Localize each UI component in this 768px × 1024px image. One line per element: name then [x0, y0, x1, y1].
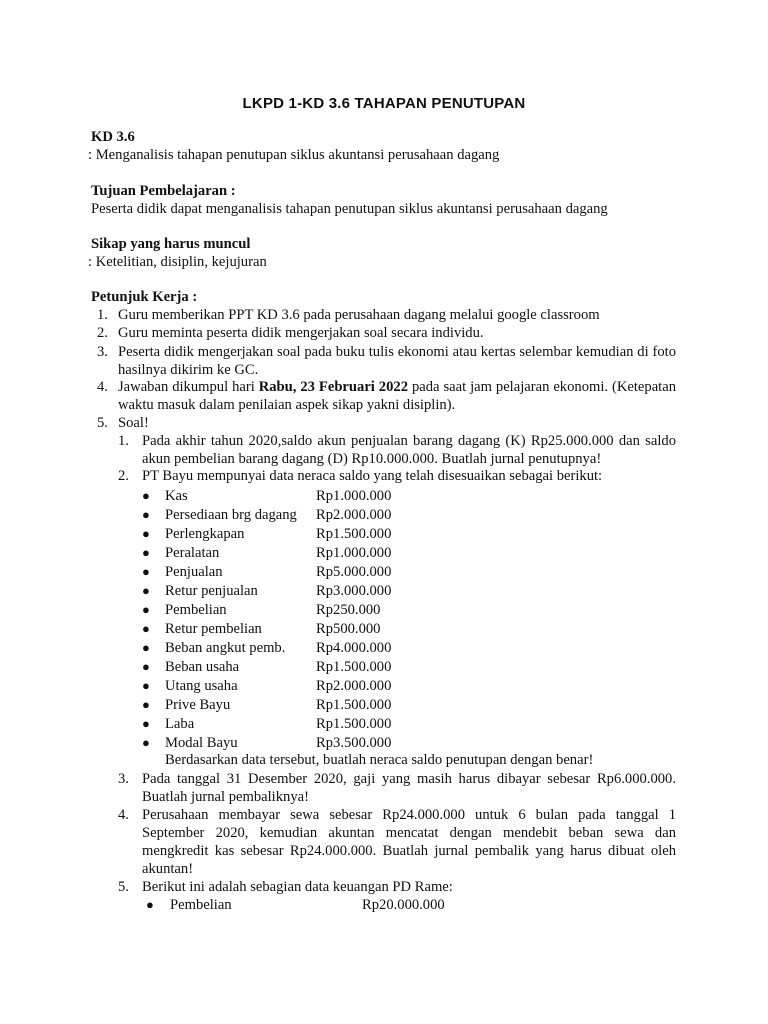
petunjuk-num: 2. — [97, 325, 108, 341]
bullet-icon: ● — [142, 526, 150, 541]
bullet-icon: ● — [142, 640, 150, 655]
neraca-nilai: Rp1.500.000 — [316, 526, 392, 542]
petunjuk-item: Guru meminta peserta didik mengerjakan soal secara individu. — [118, 325, 484, 341]
petunjuk-num: 4. — [97, 379, 108, 395]
neraca-nilai: Rp2.000.000 — [316, 507, 392, 523]
neraca-akun: Utang usaha — [165, 678, 238, 694]
deadline-date: Rabu, 23 Februari 2022 — [258, 379, 408, 395]
neraca-akun: Modal Bayu — [165, 735, 238, 751]
neraca-akun: Peralatan — [165, 545, 220, 561]
sikap-heading: Sikap yang harus muncul — [91, 236, 251, 252]
neraca-akun: Penjualan — [165, 564, 223, 580]
bullet-icon: ● — [142, 564, 150, 579]
bullet-icon: ● — [142, 602, 150, 617]
soal-num: 2. — [118, 468, 129, 484]
petunjuk-item: Guru memberikan PPT KD 3.6 pada perusahaan dagang melalui google classroom — [118, 307, 600, 323]
petunjuk-item — [118, 378, 676, 414]
neraca-nilai: Rp4.000.000 — [316, 640, 392, 656]
petunjuk-item-text: Jawaban dikumpul hari — [118, 379, 259, 395]
tujuan-text: Peserta didik dapat menganalisis tahapan penutupan siklus akuntansi perusahaan dagang — [91, 201, 608, 217]
neraca-akun: Beban usaha — [165, 659, 240, 675]
petunjuk-item: Peserta didik mengerjakan soal pada buku tulis ekonomi atau kertas selembar kemudian di foto hasilnya dikirim ke GC. — [118, 344, 676, 378]
soal-text: PT Bayu mempunyai data neraca saldo yang telah disesuaikan sebagai berikut: — [142, 468, 603, 484]
soal-text: Perusahaan membayar sewa sebesar Rp24.000.000 untuk 6 bulan pada tanggal 1 September 2020, kemudian akuntan mencatat dengan mendebit beban sewa dan mengkredit kas sebesar Rp24.000.000. Buatlah jurnal pembalik yang harus dibuat oleh akuntan! — [142, 807, 676, 877]
petunjuk-num: 1. — [97, 307, 108, 323]
neraca-note: Berdasarkan data tersebut, buatlah neraca saldo penutupan dengan benar! — [165, 752, 594, 768]
bullet-icon: ● — [142, 583, 150, 598]
neraca-nilai: Rp1.500.000 — [316, 659, 392, 675]
neraca-nilai: Rp3.000.000 — [316, 583, 392, 599]
tujuan-heading: Tujuan Pembelajaran : — [91, 183, 236, 199]
bullet-icon: ● — [146, 897, 154, 912]
rame-akun: Pembelian — [170, 897, 232, 913]
neraca-akun: Laba — [165, 716, 195, 732]
neraca-akun: Retur penjualan — [165, 583, 258, 599]
neraca-nilai: Rp3.500.000 — [316, 735, 392, 751]
soal-num: 3. — [118, 771, 129, 787]
petunjuk-item: Soal! — [118, 415, 149, 431]
bullet-icon: ● — [142, 735, 150, 750]
soal-text: Pada tanggal 31 Desember 2020, gaji yang masih harus dibayar sebesar Rp6.000.000. Buatlah jurnal pembaliknya! — [142, 771, 676, 805]
neraca-nilai: Rp250.000 — [316, 602, 381, 618]
soal-text: Berikut ini adalah sebagian data keuangan PD Rame: — [142, 879, 453, 895]
petunjuk-num: 3. — [97, 344, 108, 360]
neraca-akun: Pembelian — [165, 602, 227, 618]
sikap-text: : Ketelitian, disiplin, kejujuran — [88, 254, 267, 270]
petunjuk-num: 5. — [97, 415, 108, 431]
neraca-nilai: Rp1.500.000 — [316, 716, 392, 732]
neraca-nilai: Rp2.000.000 — [316, 678, 392, 694]
soal-num: 1. — [118, 433, 129, 449]
bullet-icon: ● — [142, 716, 150, 731]
soal-num: 5. — [118, 879, 129, 895]
bullet-icon: ● — [142, 678, 150, 693]
bullet-icon: ● — [142, 697, 150, 712]
rame-nilai: Rp20.000.000 — [362, 897, 445, 913]
neraca-akun: Beban angkut pemb. — [165, 640, 286, 656]
neraca-akun: Prive Bayu — [165, 697, 231, 713]
neraca-akun: Kas — [165, 488, 188, 504]
neraca-nilai: Rp5.000.000 — [316, 564, 392, 580]
neraca-nilai: Rp1.000.000 — [316, 545, 392, 561]
kd-heading: KD 3.6 — [91, 129, 135, 145]
neraca-akun: Perlengkapan — [165, 526, 245, 542]
bullet-icon: ● — [142, 545, 150, 560]
neraca-nilai: Rp500.000 — [316, 621, 381, 637]
neraca-akun: Persediaan brg dagang — [165, 507, 297, 523]
neraca-nilai: Rp1.500.000 — [316, 697, 392, 713]
bullet-icon: ● — [142, 621, 150, 636]
neraca-nilai: Rp1.000.000 — [316, 488, 392, 504]
petunjuk-item-text: pada saat jam pelajaran ekonomi. (Ketepatan waktu masuk dalam penilaian aspek sikap yakni disiplin). — [118, 379, 677, 413]
soal-num: 4. — [118, 807, 129, 823]
soal-text: Pada akhir tahun 2020,saldo akun penjualan barang dagang (K) Rp25.000.000 dan saldo akun pembelian barang dagang (D) Rp10.000.000. Buatlah jurnal penutupnya! — [142, 433, 676, 467]
petunjuk-heading: Petunjuk Kerja : — [91, 289, 198, 305]
bullet-icon: ● — [142, 659, 150, 674]
neraca-akun: Retur pembelian — [165, 621, 262, 637]
bullet-icon: ● — [142, 488, 150, 503]
page-title: LKPD 1-KD 3.6 TAHAPAN PENUTUPAN — [242, 95, 526, 112]
bullet-icon: ● — [142, 507, 150, 522]
kd-text: : Menganalisis tahapan penutupan siklus akuntansi perusahaan dagang — [88, 147, 500, 163]
